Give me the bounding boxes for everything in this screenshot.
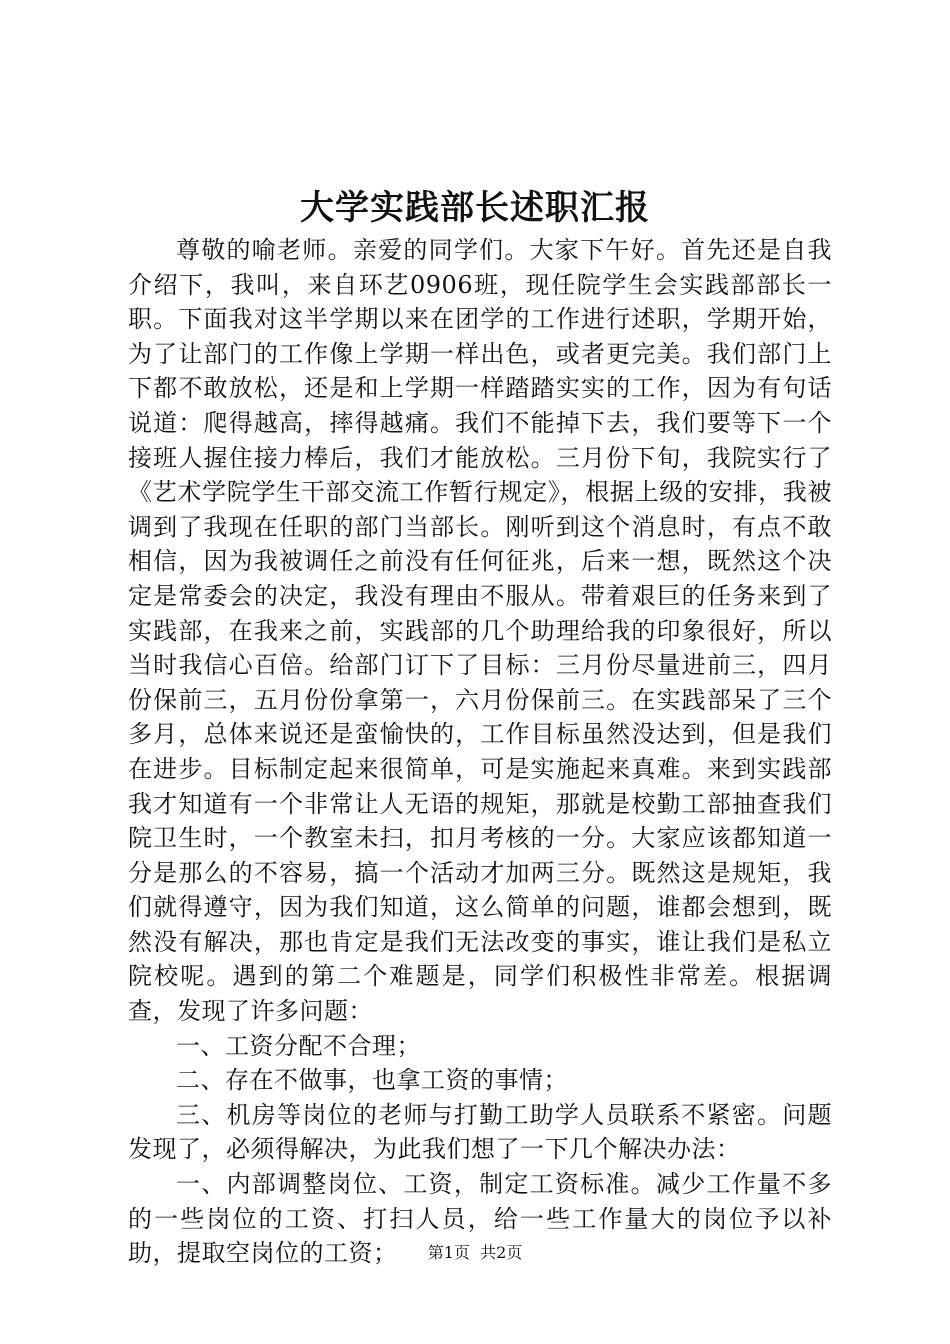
body-paragraph-intro: 尊敬的喻老师。亲爱的同学们。大家下午好。首先还是自我介绍下，我叫，来自环艺0906班，现任院学生会实践部部长一职。下面我对这半学期以来在团学的工作进行述职，学期开始，为了让部门的工作像上学期一样出色，或者更完美。我们部门上下都不敢放松，还是和上学期一样踏踏实实的工作，因为有句话说道：爬得越高，摔得越痛。我们不能掉下去，我们要等下一个接班人握住接力棒后，我们才能放松。三月份下旬，我院实行了《艺术学院学生干部交流工作暂行规定》，根据上级的安排，我被调到了我现在任职的部门当部长。刚听到这个消息时，有点不敢相信，因为我被调任之前没有任何征兆，后来一想，既然这个决定是常委会的决定，我没有理由不服从。带着艰巨的任务来到了实践部，在我来之前，实践部的几个助理给我的印象很好，所以当时我信心百倍。给部门订下了目标：三月份尽量进前三，四月份保前三，五月份份拿第一，六月份保前三。在实践部呆了三个多月，总体来说还是蛮愉快的，工作目标虽然没达到，但是我们在进步。目标制定起来很简单，可是实施起来真难。来到实践部我才知道有一个非常让人无语的规矩，那就是校勤工部抽查我们院卫生时，一个教室未扫，扣月考核的一分。大家应该都知道一分是那么的不容易，搞一个活动才加两三分。既然这是规矩，我们就得遵守，因为我们知道，这么简单的问题，谁都会想到，既然没有解决，那也肯定是我们无法改变的事实，谁让我们是私立院校呢。遇到的第二个难题是，同学们积极性非常差。根据调查，发现了许多问题： bbox=[128, 236, 832, 1026]
body-paragraph-problem-3: 三、机房等岗位的老师与打勤工助学人员联系不紧密。问题发现了，必须得解决，为此我们想了一下几个解决办法： bbox=[128, 1100, 832, 1164]
body-paragraph-problem-1: 一、工资分配不合理； bbox=[176, 1031, 421, 1060]
body-paragraph-solution-1: 一、内部调整岗位、工资，制定工资标准。减少工作量不多的一些岗位的工资、打扫人员，给一些工作量大的岗位予以补助，提取空岗位的工资； bbox=[128, 1170, 832, 1268]
page-number-footer: 第1页 共2页 bbox=[427, 1243, 523, 1262]
body-paragraph-problem-2: 二、存在不做事，也拿工资的事情； bbox=[176, 1066, 568, 1095]
document-body bbox=[128, 233, 832, 1271]
document-title: 大学实践部长述职汇报 bbox=[300, 188, 650, 228]
